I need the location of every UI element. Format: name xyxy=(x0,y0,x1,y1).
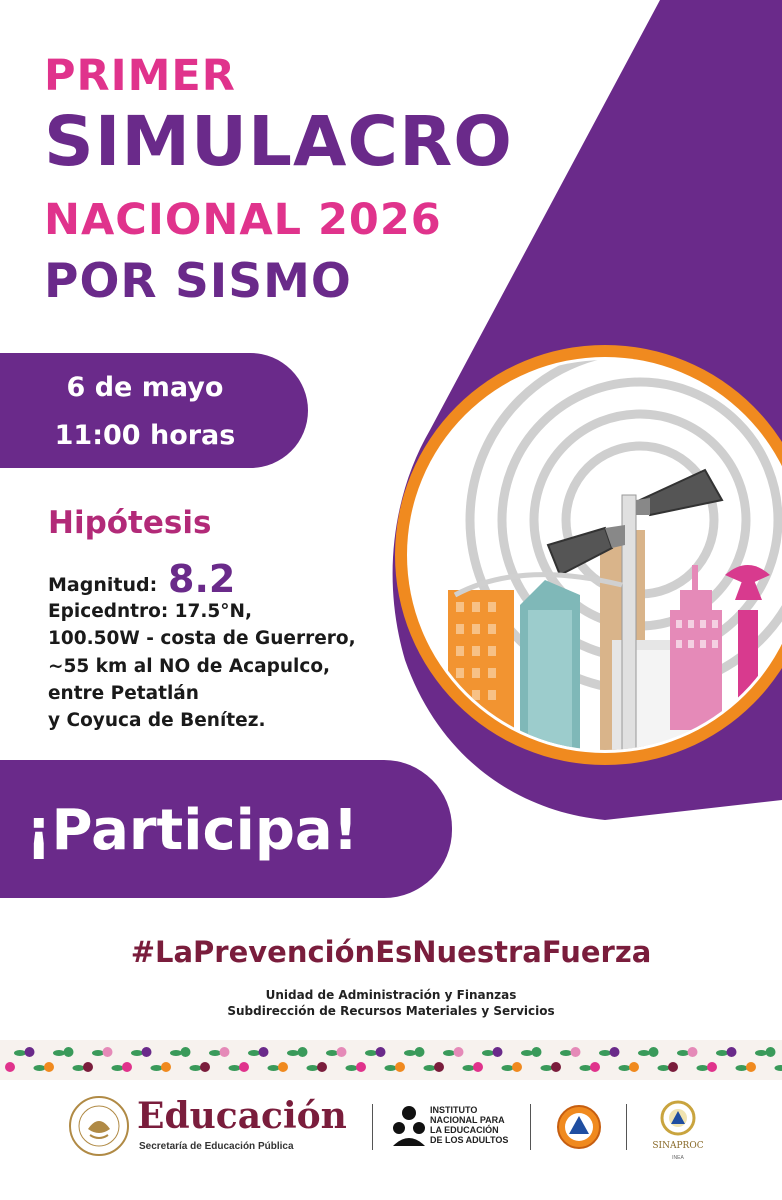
leaf xyxy=(482,1050,494,1056)
flower-dot xyxy=(512,1062,522,1072)
flower-dot xyxy=(376,1047,386,1057)
hypothesis-heading: Hipótesis xyxy=(48,505,212,541)
leaf xyxy=(287,1050,299,1056)
leaf xyxy=(638,1050,650,1056)
flower-dot xyxy=(200,1062,210,1072)
participa-text: ¡Participa! xyxy=(26,798,359,863)
flower-dot xyxy=(746,1062,756,1072)
title-line-3: NACIONAL 2026 xyxy=(44,195,442,245)
leaf xyxy=(307,1065,319,1071)
flower-dot xyxy=(25,1047,35,1057)
leaf xyxy=(443,1050,455,1056)
hypothesis-line: y Coyuca de Benítez. xyxy=(48,710,266,731)
leaf xyxy=(404,1050,416,1056)
flower-dot xyxy=(707,1062,717,1072)
hypothesis-line: 100.50W - costa de Guerrero, xyxy=(48,628,356,649)
leaf xyxy=(580,1065,592,1071)
flower-dot xyxy=(337,1047,347,1057)
magnitude-label: Magnitud: xyxy=(48,574,158,596)
leaf xyxy=(677,1050,689,1056)
leaf xyxy=(170,1050,182,1056)
title-line-4: POR SISMO xyxy=(44,254,352,309)
flower-dot xyxy=(44,1062,54,1072)
leaf xyxy=(112,1065,124,1071)
sinaproc-sublabel: INEA xyxy=(672,1155,684,1161)
leaf xyxy=(73,1065,85,1071)
inea-logo-icon xyxy=(390,1104,428,1148)
event-date: 6 de mayo xyxy=(66,372,224,403)
flower-dot xyxy=(220,1047,230,1057)
flower-dot xyxy=(259,1047,269,1057)
flower-dot xyxy=(551,1062,561,1072)
leaf xyxy=(502,1065,514,1071)
leaf xyxy=(716,1050,728,1056)
education-subtitle: Secretaría de Educación Pública xyxy=(139,1141,294,1152)
leaf xyxy=(560,1050,572,1056)
leaf xyxy=(365,1050,377,1056)
flower-dot xyxy=(415,1047,425,1057)
flower-dot xyxy=(356,1062,366,1072)
divider xyxy=(372,1104,373,1150)
leaf xyxy=(541,1065,553,1071)
leaf xyxy=(463,1065,475,1071)
flower-dot xyxy=(454,1047,464,1057)
flower-dot xyxy=(5,1062,15,1072)
leaf xyxy=(190,1065,202,1071)
leaf xyxy=(92,1050,104,1056)
unit-line-1: Unidad de Administración y Finanzas xyxy=(265,988,517,1002)
flower-dot xyxy=(395,1062,405,1072)
hypothesis-line: ~55 km al NO de Acapulco, xyxy=(48,656,331,677)
magnitude-value: 8.2 xyxy=(168,557,236,601)
flower-dot xyxy=(668,1062,678,1072)
divider xyxy=(530,1104,531,1150)
hypothesis-line: Epicedntro: 17.5°N, xyxy=(48,601,253,622)
leaf xyxy=(229,1065,241,1071)
leaf xyxy=(53,1050,65,1056)
title-line-1: PRIMER xyxy=(44,51,236,101)
leaf xyxy=(599,1050,611,1056)
hypothesis-line: entre Petatlán xyxy=(48,683,199,704)
flower-dot xyxy=(161,1062,171,1072)
leaf xyxy=(619,1065,631,1071)
flower-dot xyxy=(766,1047,776,1057)
leaf xyxy=(755,1050,767,1056)
hashtag: #LaPrevenciónEsNuestraFuerza xyxy=(130,935,652,969)
flower-dot xyxy=(103,1047,113,1057)
flower-dot xyxy=(610,1047,620,1057)
leaf xyxy=(151,1065,163,1071)
floral-strip xyxy=(0,1040,782,1080)
leaf xyxy=(14,1050,26,1056)
sinaproc-label: SINAPROC xyxy=(652,1141,704,1151)
leaf xyxy=(34,1065,46,1071)
flower-dot xyxy=(122,1062,132,1072)
leaf xyxy=(326,1050,338,1056)
flower-dot xyxy=(298,1047,308,1057)
flower-dot xyxy=(629,1062,639,1072)
event-time: 11:00 horas xyxy=(54,420,236,451)
flower-dot xyxy=(83,1062,93,1072)
flower-dot xyxy=(688,1047,698,1057)
leaf xyxy=(658,1065,670,1071)
flower-dot xyxy=(532,1047,542,1057)
flower-dot xyxy=(473,1062,483,1072)
inea-text-3: LA EDUCACIÓN xyxy=(430,1125,499,1135)
flower-dot xyxy=(493,1047,503,1057)
flower-dot xyxy=(317,1062,327,1072)
sinaproc-logo-icon xyxy=(660,1100,696,1140)
flower-dot xyxy=(64,1047,74,1057)
leaf xyxy=(424,1065,436,1071)
leaf xyxy=(346,1065,358,1071)
flower-dot xyxy=(181,1047,191,1057)
leaf xyxy=(697,1065,709,1071)
mexico-seal-icon xyxy=(68,1095,130,1157)
flower-dot xyxy=(239,1062,249,1072)
leaf xyxy=(248,1050,260,1056)
leaf xyxy=(385,1065,397,1071)
leaf xyxy=(131,1050,143,1056)
flower-dot xyxy=(278,1062,288,1072)
leaf xyxy=(521,1050,533,1056)
inea-text-1: INSTITUTO xyxy=(430,1105,478,1115)
flower-dot xyxy=(571,1047,581,1057)
leaf xyxy=(268,1065,280,1071)
flower-dot xyxy=(434,1062,444,1072)
flower-dot xyxy=(142,1047,152,1057)
flower-dot xyxy=(649,1047,659,1057)
education-wordmark: Educación xyxy=(137,1095,347,1137)
title-line-2: SIMULACRO xyxy=(44,102,513,182)
inea-text-2: NACIONAL PARA xyxy=(430,1115,505,1125)
flower-dot xyxy=(727,1047,737,1057)
unit-line-2: Subdirección de Recursos Materiales y Servicios xyxy=(227,1004,555,1018)
divider xyxy=(626,1104,627,1150)
leaf xyxy=(736,1065,748,1071)
civil-protection-icon xyxy=(556,1104,602,1150)
leaf xyxy=(209,1050,221,1056)
flower-dot xyxy=(590,1062,600,1072)
inea-text-4: DE LOS ADULTOS xyxy=(430,1135,509,1145)
